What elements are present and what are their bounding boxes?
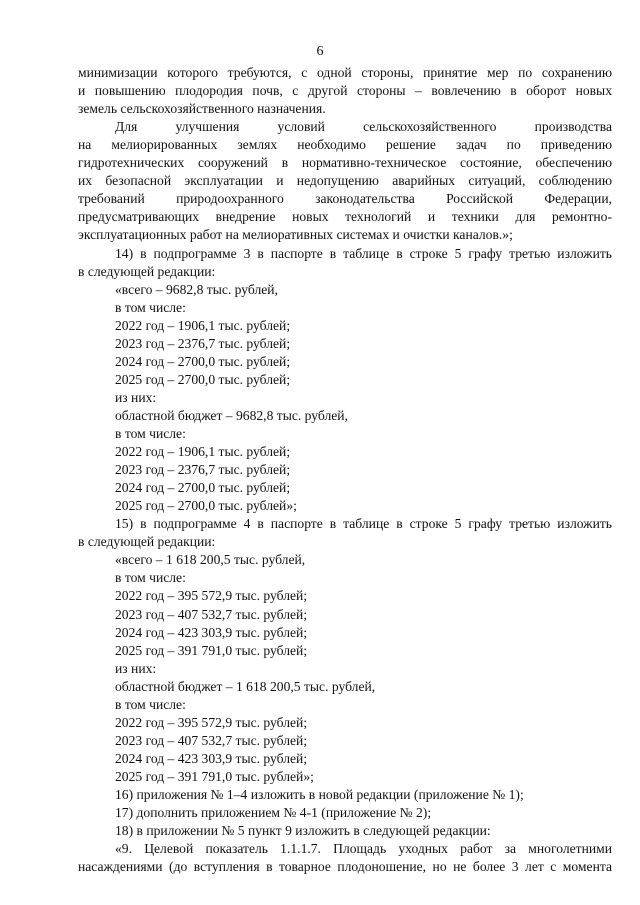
text-line: 2025 год – 391 791,0 тыс. рублей; xyxy=(115,642,308,658)
text-line: «9. Целевой показатель 1.1.1.7. Площадь уходных работ за многолетними xyxy=(115,841,612,857)
text-line: 2024 год – 423 303,9 тыс. рублей; xyxy=(115,750,308,766)
text-line: эксплуатационных работ на мелиоративных системах и очистки каналов.»; xyxy=(78,227,513,243)
text-line: в следующей редакции: xyxy=(78,263,216,279)
text-line: 2024 год – 423 303,9 тыс. рублей; xyxy=(115,624,308,640)
text-line: в том числе: xyxy=(115,570,186,586)
text-line: из них: xyxy=(115,660,157,676)
text-line: в том числе: xyxy=(115,426,186,441)
page-number: 6 xyxy=(316,44,324,59)
text-line: Для улучшения условий сельскохозяйственного производства xyxy=(115,119,612,135)
text-line: 2022 год – 1906,1 тыс. рублей; xyxy=(115,317,291,333)
text-line: 2025 год – 2700,0 тыс. рублей; xyxy=(115,371,291,387)
text-line: 16) приложения № 1–4 изложить в новой редакции (приложение № 1); xyxy=(115,787,524,802)
text-line: 18) в приложении № 5 пункт 9 изложить в следующей редакции: xyxy=(115,823,491,839)
text-line: на мелиорированных землях необходимо решение задач по приведению xyxy=(78,137,612,153)
text-line: 2023 год – 2376,7 тыс. рублей; xyxy=(115,335,291,351)
text-line: 14) в подпрограмме 3 в паспорте в таблице в строке 5 графу третью изложить xyxy=(115,245,612,261)
text-line: областной бюджет – 9682,8 тыс. рублей, xyxy=(115,407,348,423)
text-line: 2024 год – 2700,0 тыс. рублей; xyxy=(115,353,291,369)
text-line: 15) в подпрограмме 4 в паспорте в таблице в строке 5 графу третью изложить xyxy=(115,516,612,532)
text-line: предусматривающих внедрение новых технологий и техники для ремонтно- xyxy=(78,209,612,225)
text-line: 2023 год – 2376,7 тыс. рублей; xyxy=(115,462,291,478)
text-line: 2025 год – 391 791,0 тыс. рублей»; xyxy=(115,768,314,784)
text-line: 2023 год – 407 532,7 тыс. рублей; xyxy=(115,606,308,622)
text-line: 17) дополнить приложением № 4-1 (приложение № 2); xyxy=(115,805,432,821)
text-line: насаждениями (до вступления в товарное плодоношение, но не более 3 лет с момента xyxy=(78,859,612,875)
text-line: и повышению плодородия почв, с другой стороны – вовлечению в оборот новых xyxy=(78,83,612,99)
text-line: минимизации которого требуются, с одной стороны, принятие мер по сохранению xyxy=(78,65,612,80)
text-line: «всего – 1 618 200,5 тыс. рублей, xyxy=(115,552,306,568)
text-line: 2022 год – 395 572,9 тыс. рублей; xyxy=(115,588,308,604)
text-line: из них: xyxy=(115,389,157,405)
text-line: гидротехнических сооружений в нормативно-техническое состояние, обеспечению xyxy=(78,155,612,171)
text-line: в следующей редакции: xyxy=(78,534,216,550)
text-line: требований природоохранного законодательства Российской Федерации, xyxy=(78,191,612,207)
text-line: областной бюджет – 1 618 200,5 тыс. рублей, xyxy=(115,678,376,694)
text-line: в том числе: xyxy=(115,299,186,315)
text-line: их безопасной эксплуатации и недопущению аварийных ситуаций, соблюдению xyxy=(78,173,612,189)
text-line: 2022 год – 1906,1 тыс. рублей; xyxy=(115,444,291,460)
text-line: земель сельскохозяйственного назначения. xyxy=(78,101,326,117)
text-line: «всего – 9682,8 тыс. рублей, xyxy=(115,281,278,297)
text-line: 2025 год – 2700,0 тыс. рублей»; xyxy=(115,498,297,514)
text-line: 2024 год – 2700,0 тыс. рублей; xyxy=(115,480,291,496)
text-line: в том числе: xyxy=(115,696,186,712)
text-line: 2023 год – 407 532,7 тыс. рублей; xyxy=(115,732,308,748)
text-line: 2022 год – 395 572,9 тыс. рублей; xyxy=(115,714,308,730)
